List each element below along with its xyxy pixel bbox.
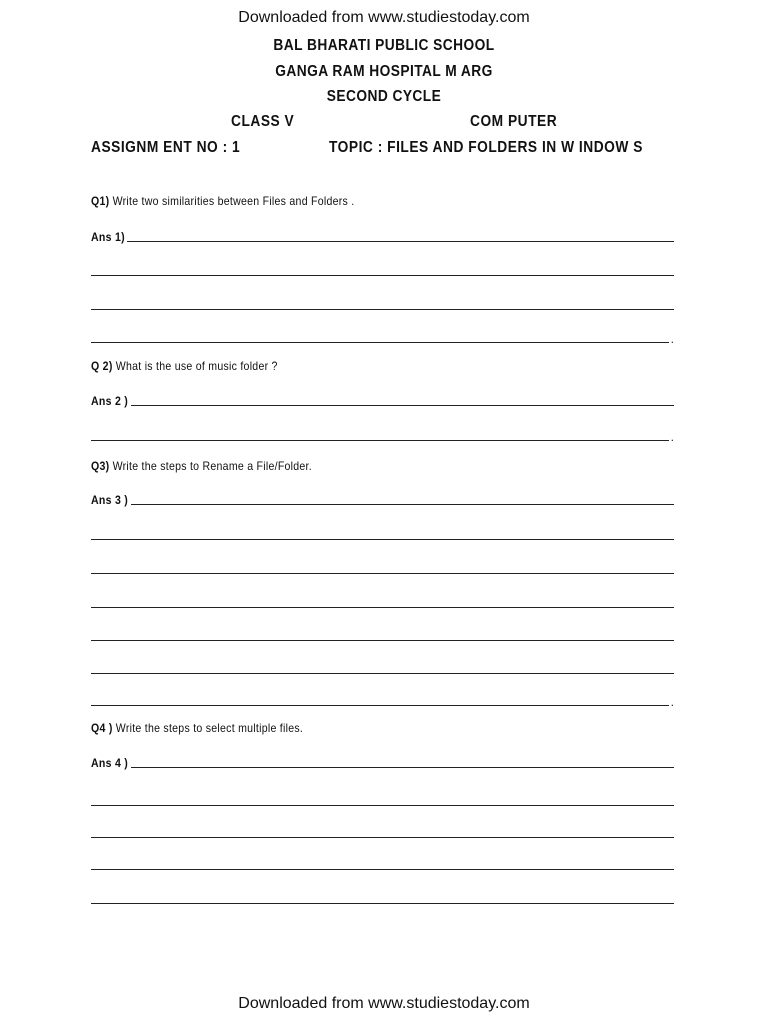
subject-label: COM PUTER (470, 113, 558, 130)
answer-rule (91, 793, 674, 806)
answer-rule (91, 825, 674, 838)
answer-line (91, 228, 674, 244)
question-1 (91, 194, 354, 208)
answer-label: Ans 2 ) (91, 394, 129, 408)
question-text: Write the steps to select multiple files. (112, 721, 304, 735)
school-cycle: SECOND CYCLE (326, 88, 442, 105)
answer-rule (131, 492, 674, 505)
answer-line (91, 660, 674, 676)
answer-line (91, 692, 674, 708)
question-text: What is the use of music folder ? (112, 359, 278, 373)
answer-label: Ans 3 ) (91, 493, 129, 507)
line-end-dot: . (670, 430, 674, 444)
answer-rule (91, 891, 674, 904)
answer-rule (91, 857, 674, 870)
answer-line (91, 560, 674, 576)
assignment-number: ASSIGNM ENT NO : 1 (91, 139, 241, 156)
question-text: Write the steps to Rename a File/Folder. (109, 459, 312, 473)
answer-rule (131, 393, 674, 406)
answer-rule (91, 263, 674, 276)
answer-rule (91, 527, 674, 540)
school-address: GANGA RAM HOSPITAL M ARG (275, 63, 493, 80)
answer-rule (91, 661, 674, 674)
question-number: Q1) (91, 194, 110, 208)
answer-label: Ans 1) (91, 230, 125, 244)
answer-rule (127, 229, 674, 242)
answer-rule (91, 428, 669, 441)
answer-rule (91, 561, 674, 574)
class-label: CLASS V (231, 113, 295, 130)
answer-rule (131, 755, 674, 768)
answer-line (91, 262, 674, 278)
line-end-dot: . (670, 695, 674, 709)
answer-line (91, 792, 674, 808)
answer-rule (91, 693, 669, 706)
answer-line (91, 491, 674, 507)
answer-line (91, 329, 674, 345)
question-3 (91, 459, 312, 473)
answer-line (91, 594, 674, 610)
question-text: Write two similarities between Files and Folders . (109, 194, 355, 208)
question-number: Q4 ) (91, 721, 113, 735)
school-name: BAL BHARATI PUBLIC SCHOOL (273, 37, 495, 54)
answer-rule (91, 628, 674, 641)
answer-line (91, 856, 674, 872)
download-watermark-top: Downloaded from www.studiestoday.com (238, 9, 530, 26)
question-4 (91, 721, 303, 735)
answer-line (91, 526, 674, 542)
answer-rule (91, 297, 674, 310)
answer-line (91, 627, 674, 643)
question-2 (91, 359, 278, 373)
assignment-topic: TOPIC : FILES AND FOLDERS IN W INDOW S (329, 139, 643, 156)
answer-line (91, 890, 674, 906)
question-number: Q3) (91, 459, 110, 473)
answer-line (91, 296, 674, 312)
answer-line (91, 392, 674, 408)
answer-line (91, 824, 674, 840)
question-number: Q 2) (91, 359, 113, 373)
answer-line (91, 754, 674, 770)
answer-rule (91, 330, 669, 343)
answer-rule (91, 595, 674, 608)
answer-line (91, 427, 674, 443)
line-end-dot: . (670, 332, 674, 346)
answer-label: Ans 4 ) (91, 756, 129, 770)
download-watermark-bottom: Downloaded from www.studiestoday.com (238, 995, 530, 1012)
